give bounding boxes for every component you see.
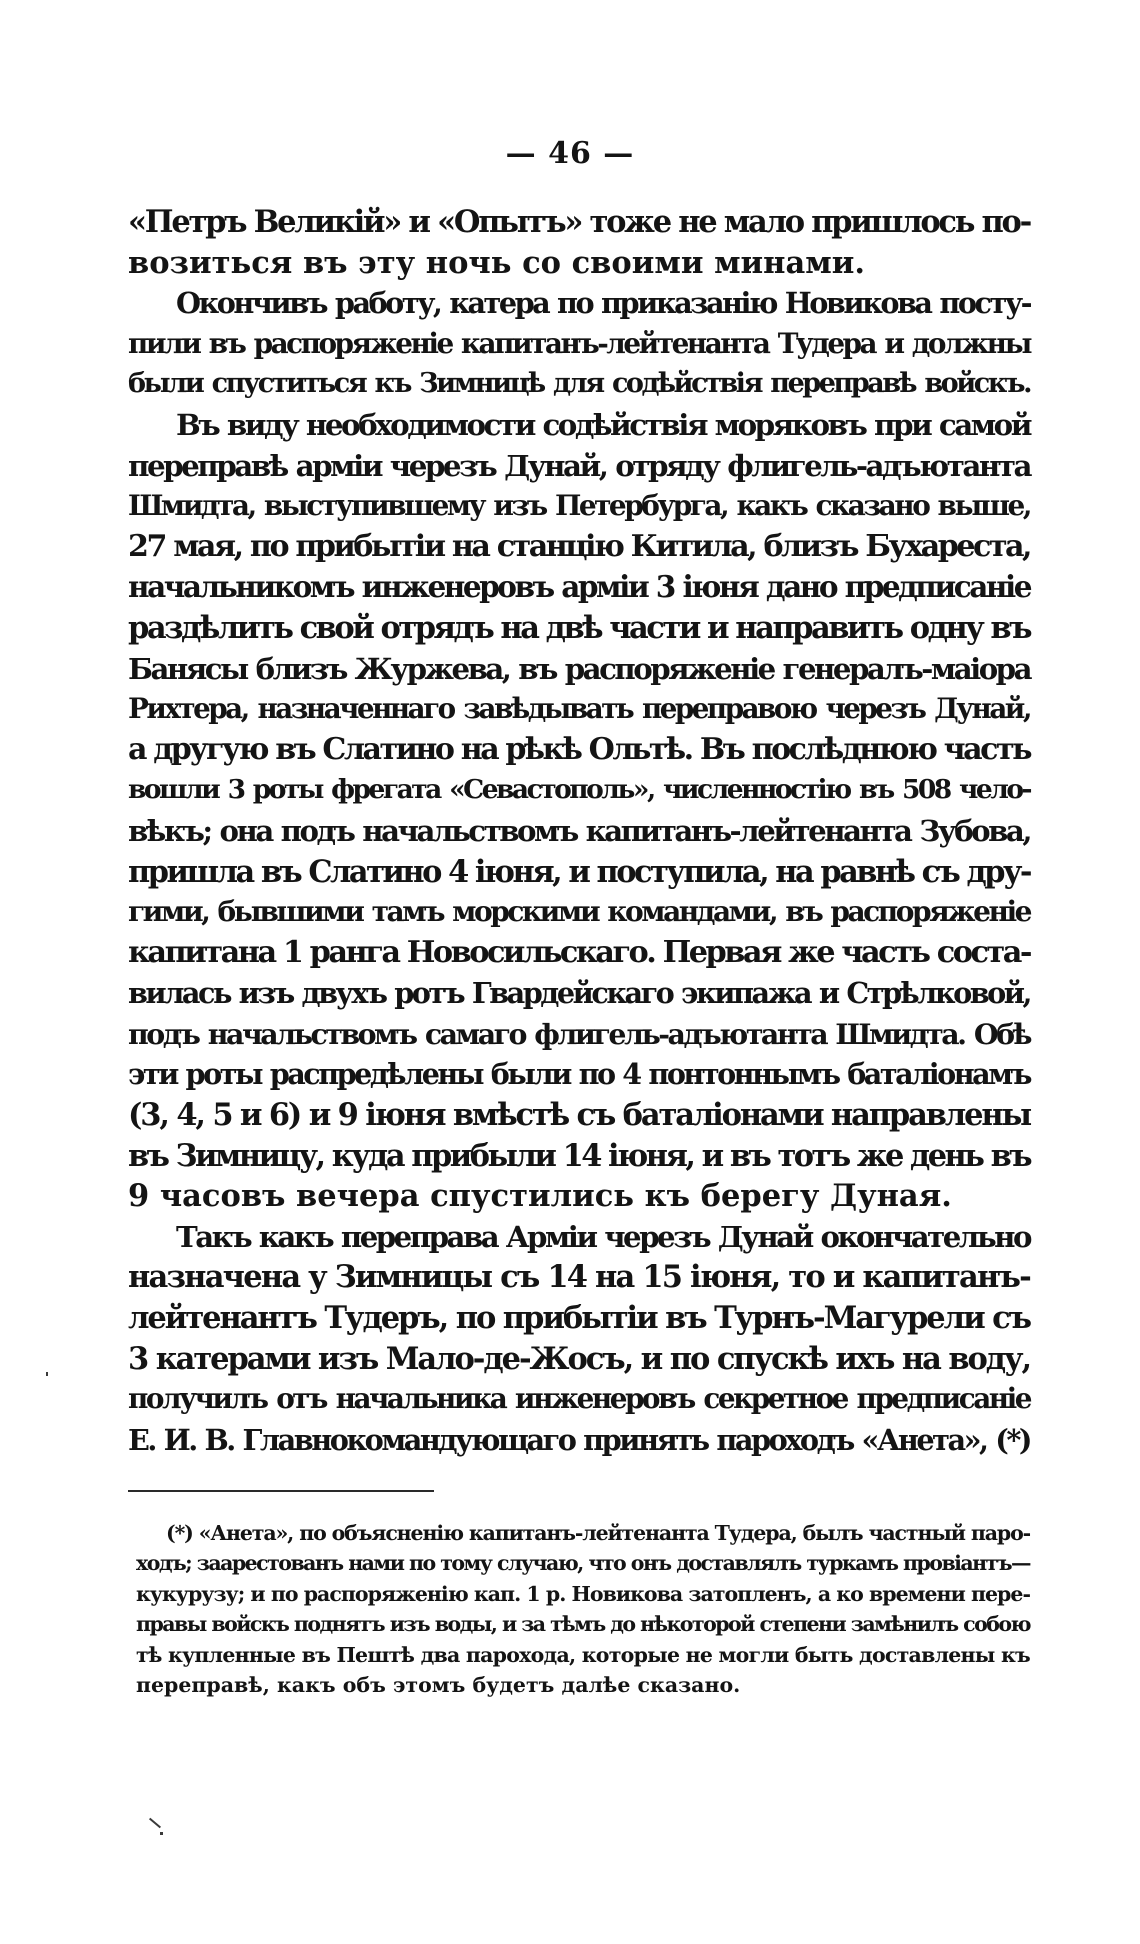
text-line: 27 мая, по прибытіи на станцію Китила, близъ Бухареста, [128,528,1030,564]
text-line: пришла въ Слатино 4 іюня, и поступила, на равнѣ съ дру- [128,853,1030,890]
text-line: вилась изъ двухъ ротъ Гвардейскаго экипажа и Стрѣлковой, [128,976,1030,1011]
text-line: получилъ отъ начальника инженеровъ секретное предписаніе [128,1382,1030,1416]
text-line: раздѣлить свой отрядъ на двѣ части и направить одну въ [128,609,1030,646]
text-line: Е. И. В. Главнокомандующаго принять пароходъ «Анета», (*) [128,1422,1030,1457]
text-line: эти роты распредѣлены были по 4 понтоннымъ баталіонамъ [128,1057,1030,1092]
text-line: лейтенантъ Тудеръ, по прибытіи въ Турнъ-Магурели съ [128,1300,1030,1337]
text-line: (3, 4, 5 и 6) и 9 іюня вмѣстѣ съ баталіонами направлены [128,1097,1030,1134]
footnote [136,1518,1030,1700]
scan-speck [46,1372,48,1376]
text-line: Такъ какъ переправа Арміи черезъ Дунай окончательно [176,1219,1030,1254]
text-line: Окончивъ работу, катера по приказанію Новикова посту- [176,286,1030,321]
footnote-line: переправѣ, какъ объ этомъ будетъ далѣе сказано. [136,1672,741,1697]
text-line: Въ виду необходимости содѣйствія моряковъ при самой [176,406,1030,442]
footnote-line: ходъ; заарестованъ нами по тому случаю, что онъ доставлялъ туркамъ провіантъ— [136,1551,1030,1576]
footnote-line: (*) «Анета», по объясненію капитанъ-лейтенанта Тудера, былъ частный паро- [166,1521,1030,1545]
page-number: — 46 — [505,136,635,171]
text-line: Шмидта, выступившему изъ Петербурга, какъ сказано выше, [128,489,1030,523]
text-line: вошли 3 роты фрегата «Севастополь», численностію въ 508 чело- [128,774,1030,806]
text-line: переправѣ арміи черезъ Дунай, отряду флигель-адъютанта [128,447,1030,483]
text-line: были спуститься къ Зимницѣ для содѣйствія переправѣ войскъ. [128,368,1030,400]
scan-speck [149,1818,161,1829]
text-line: вѣкъ; она подъ начальствомъ капитанъ-лейтенанта Зубова, [128,813,1030,848]
scan-speck [160,1832,163,1835]
text-line: подъ начальствомъ самаго флигель-адъютанта Шмидта. Обѣ [128,1016,1030,1051]
text-line: капитана 1 ранга Новосильскаго. Первая же часть соста- [128,934,1030,970]
body-text [128,202,1030,1460]
text-line: въ Зимницу, куда прибыли 14 іюня, и въ тотъ же день въ [128,1137,1030,1174]
text-line: 3 катерами изъ Мало-де-Жосъ, и по спускѣ ихъ на воду, [128,1340,1030,1377]
text-line: возиться въ эту ночь со своими минами. [128,244,866,281]
footnote-line: тѣ купленные въ Пештѣ два парохода, которые не могли быть доставлены къ [136,1642,1030,1667]
text-line: а другую въ Слатино на рѣкѣ Ольтѣ. Въ послѣднюю часть [128,731,1030,767]
text-line: назначена у Зимницы съ 14 на 15 іюня, то и капитанъ- [128,1259,1030,1296]
text-line: 9 часовъ вечера спустились къ берегу Дуная. [128,1178,952,1215]
footnote-line: кукурузу; и по распоряженію кап. 1 р. Новикова затопленъ, а ко времени пере- [136,1581,1030,1606]
text-line: гими, бывшими тамъ морскими командами, въ распоряженіе [128,895,1030,929]
text-line: «Петръ Великій» и «Опытъ» тоже не мало пришлось по- [128,204,1030,240]
footnote-line: правы войскъ поднятъ изъ воды, и за тѣмъ до нѣкоторой степени замѣнилъ собою [136,1612,1030,1637]
text-line: пили въ распоряженіе капитанъ-лейтенанта Тудера и должны [128,326,1030,360]
text-line: Банясы близъ Журжева, въ распоряженіе генералъ-маіора [128,651,1030,686]
text-line: Рихтера, назначеннаго завѣдывать переправою черезъ Дунай, [128,692,1030,726]
footnote-divider [128,1490,434,1492]
text-line: начальникомъ инженеровъ арміи 3 іюня дано предписаніе [128,569,1030,605]
